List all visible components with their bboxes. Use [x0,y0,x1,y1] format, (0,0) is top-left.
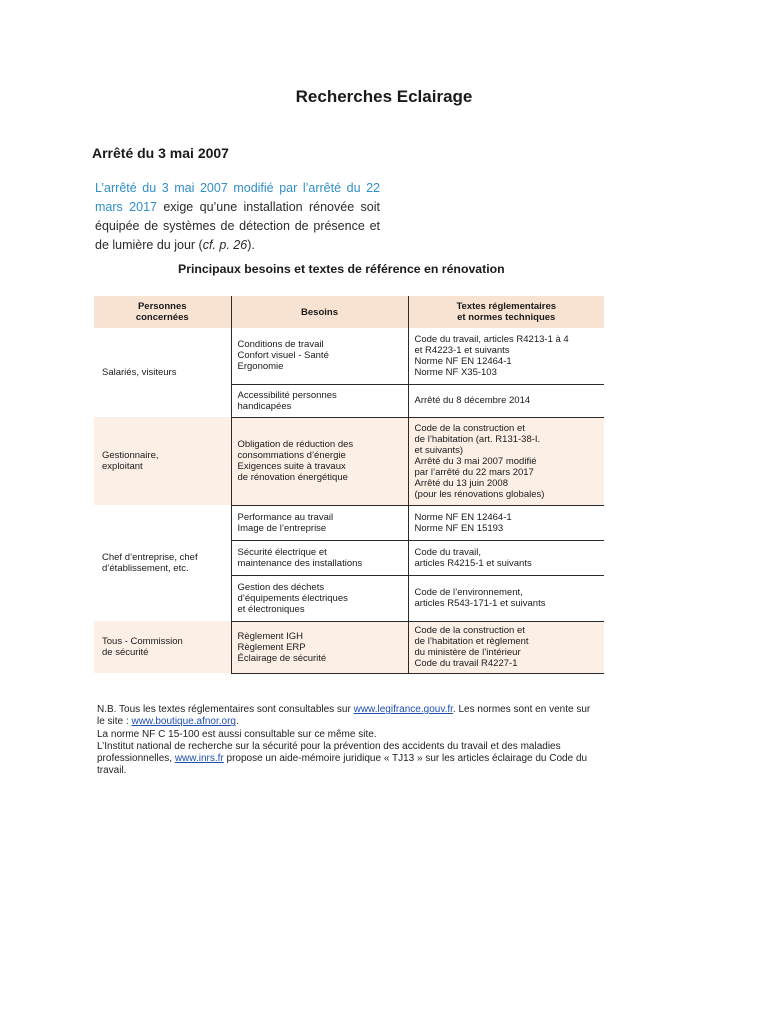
need-cell: Sécurité électrique et maintenance des installations [231,540,408,575]
reference-text-cell: Code de l’environnement, articles R543-171-1 et suivants [408,575,604,621]
reference-text-cell: Arrêté du 8 décembre 2014 [408,384,604,417]
table-row [94,417,604,505]
need-cell: Règlement IGH Règlement ERP Éclairage de sécurité [231,621,408,673]
section-heading: Arrêté du 3 mai 2007 [92,145,229,161]
need-cell: Conditions de travail Confort visuel - Santé Ergonomie [231,328,408,384]
afnor-link[interactable]: www.boutique.afnor.org [131,716,236,728]
page-title: Recherches Eclairage [295,87,473,106]
note-text: L’Institut national de recherche sur la sécurité pour la prévention des accidents du travail et des maladies professionnelles, [97,740,561,765]
reference-text-cell: Code de la construction et de l’habitation et règlement du ministère de l’intérieur Code du travail R4227-1 [408,621,604,673]
note-paragraph [97,704,597,729]
intro-text: exige qu’une installation rénovée soit équipée de systèmes de détection de présence et de lumière du jour ( [95,200,380,252]
need-cell: Performance au travail Image de l’entreprise [231,505,408,540]
footnotes [97,704,597,778]
need-cell: Gestion des déchets d’équipements électriques et électroniques [231,575,408,621]
note-paragraph: La norme NF C 15-100 est aussi consultable sur ce même site. [97,728,377,740]
note-text: . Les normes sont en vente sur le site : [97,704,591,728]
note-text: propose un aide-mémoire juridique « TJ13 » sur les articles éclairage du Code du travail. [97,753,588,777]
table-row [94,505,604,540]
need-cell: Accessibilité personnes handicapées [231,384,408,417]
inrs-link[interactable]: www.inrs.fr [174,753,224,765]
table-row [94,621,604,673]
note-text: . [235,716,239,728]
reference-table [94,296,604,674]
person-cell: Chef d’entreprise, chef d’établissement, etc. [102,552,198,574]
intro-end: ). [247,238,255,252]
table-row [94,328,604,384]
reference-text-cell: Code du travail, articles R4215-1 et suivants [408,540,604,575]
person-cell: Gestionnaire, exploitant [94,417,231,505]
table-header-row [94,296,604,328]
header-texts: Textes réglementaires et normes techniques [408,296,604,328]
reference-text-cell: Norme NF EN 12464-1 Norme NF EN 15193 [408,505,604,540]
intro-reference: cf. p. 26 [202,238,248,252]
person-cell: Salariés, visiteurs [102,367,177,378]
legifrance-link[interactable]: www.legifrance.gouv.fr [353,704,453,715]
note-paragraph [97,741,597,778]
intro-paragraph [95,179,380,255]
reference-text-cell: Code de la construction et de l’habitation (art. R131-38-I. et suivants) Arrêté du 3 mai 2007 modifié par l’arrêté du 22 mars 2017 Arrêté du 13 juin 2008 (pour les rénovations globales) [408,417,604,505]
note-text: N.B. Tous les textes réglementaires sont consultables sur [97,704,354,715]
person-cell: Tous - Commission de sécurité [94,621,231,673]
intro-highlight: L’arrêté du 3 mai 2007 modifié par l’arrêté du 22 mars 2017 [95,181,380,214]
header-needs: Besoins [231,296,408,328]
table-title: Principaux besoins et textes de référence en rénovation [178,262,505,276]
need-cell: Obligation de réduction des consommations d’énergie Exigences suite à travaux de rénovation énergétique [231,417,408,505]
reference-text-cell: Code du travail, articles R4213-1 à 4 et R4223-1 et suivants Norme NF EN 12464-1 Norme NF X35-103 [408,328,604,384]
header-persons: Personnes concernées [94,296,231,328]
